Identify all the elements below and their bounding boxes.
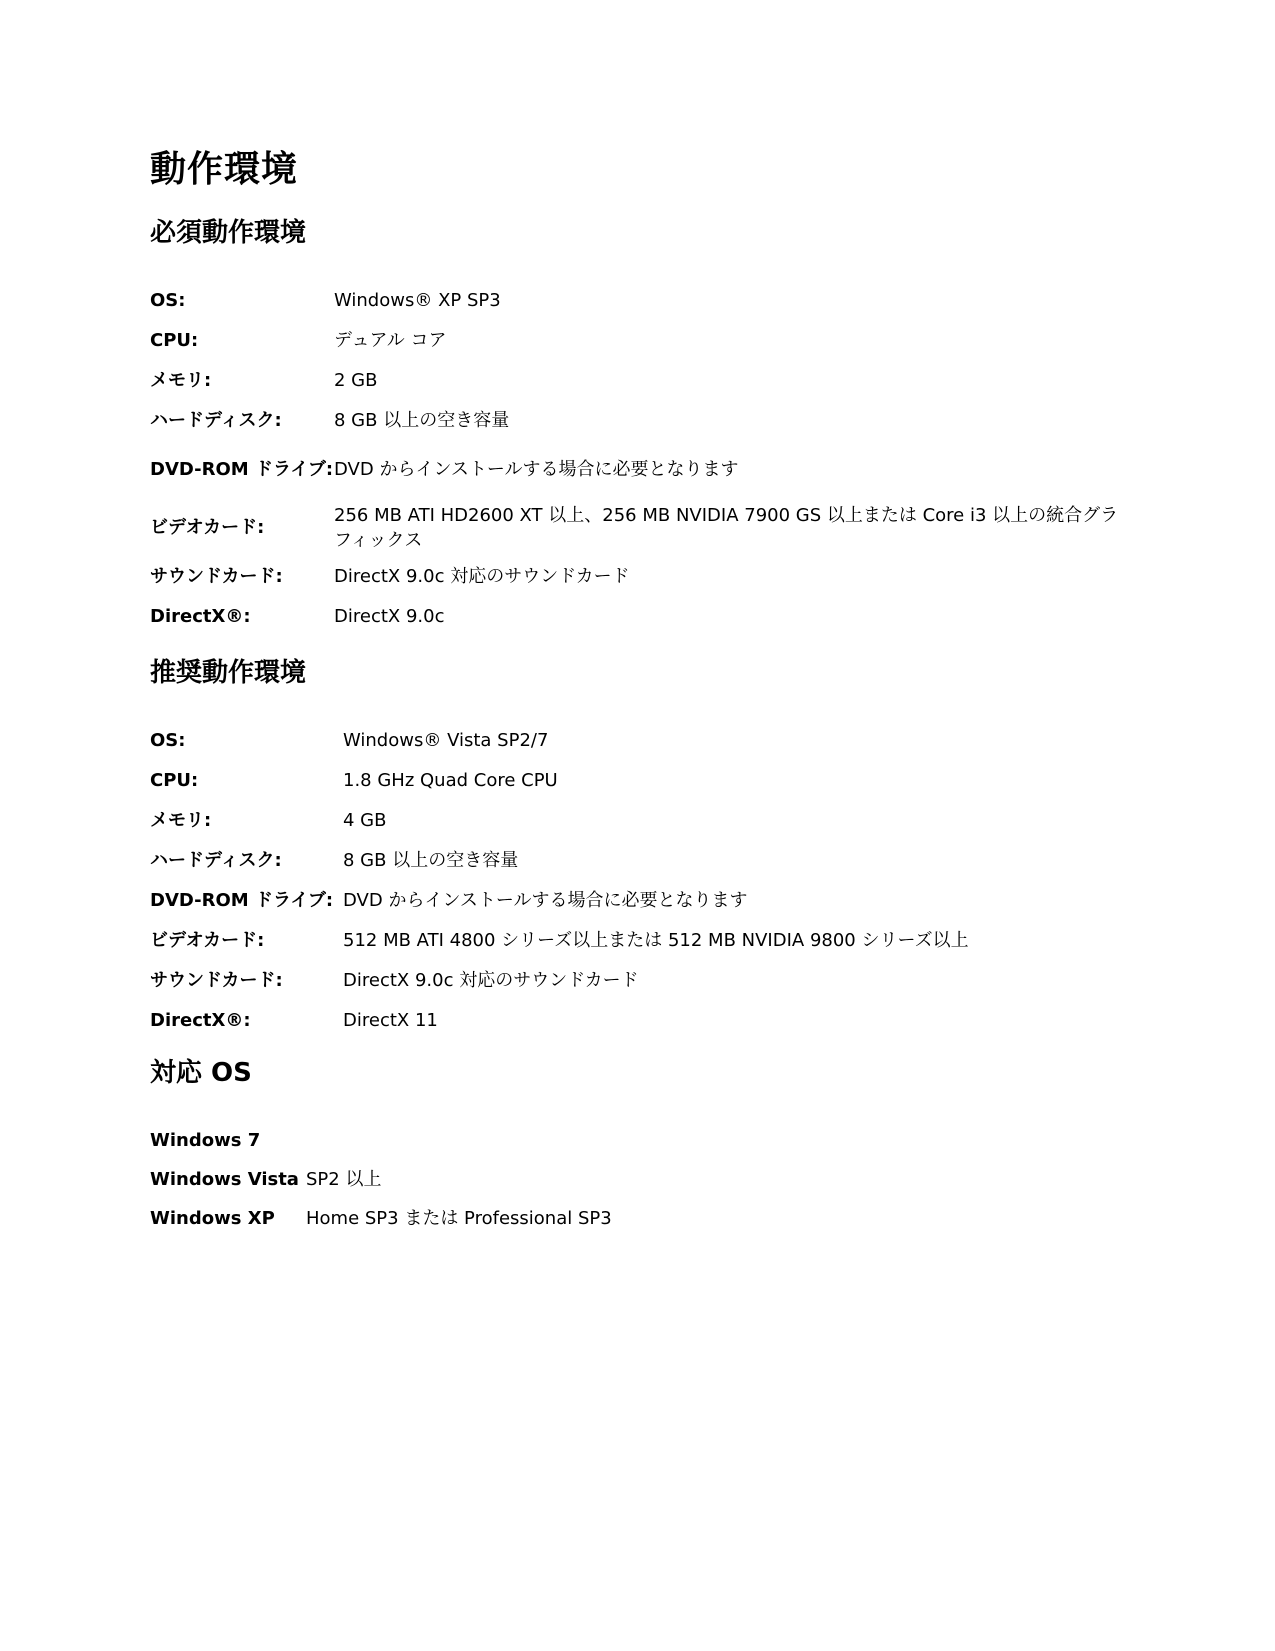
spec-value: DVD からインストールする場合に必要となります	[343, 890, 748, 912]
spec-value: 2 GB	[334, 370, 378, 392]
spec-label: DirectX®:	[150, 606, 251, 628]
spec-value: 8 GB 以上の空き容量	[343, 850, 519, 872]
spec-value: 8 GB 以上の空き容量	[334, 410, 510, 432]
required-row-dvd	[150, 441, 1134, 499]
os-value	[306, 1121, 806, 1160]
supported-os-heading: 対応 OS	[150, 1058, 252, 1088]
spec-value: 512 MB ATI 4800 シリーズ以上または 512 MB NVIDIA 9800 シリーズ以上	[343, 930, 969, 952]
spec-value: DirectX 9.0c 対応のサウンドカード	[343, 970, 639, 992]
os-value: SP2 以上	[306, 1168, 382, 1190]
spec-label: サウンドカード:	[150, 970, 283, 992]
required-row-os	[150, 281, 1134, 321]
required-row-sound	[150, 557, 1134, 597]
os-label: Windows Vista	[150, 1168, 299, 1190]
spec-label: ハードディスク:	[150, 410, 282, 432]
spec-label: ハードディスク:	[150, 850, 282, 872]
recommended-row-memory	[150, 801, 1143, 841]
os-label: Windows 7	[150, 1129, 261, 1151]
recommended-row-video	[150, 921, 1143, 961]
spec-value: DVD からインストールする場合に必要となります	[334, 459, 739, 481]
spec-value: DirectX 11	[343, 1010, 438, 1032]
spec-label: ビデオカード:	[150, 930, 265, 952]
spec-value: デュアル コア	[334, 330, 447, 352]
os-value: Home SP3 または Professional SP3	[306, 1207, 612, 1229]
spec-label: メモリ:	[150, 370, 212, 392]
recommended-row-cpu	[150, 761, 1143, 801]
spec-label: DVD-ROM ドライブ:	[150, 459, 334, 481]
spec-value: DirectX 9.0c 対応のサウンドカード	[334, 566, 630, 588]
required-row-cpu	[150, 321, 1134, 361]
spec-label: DirectX®:	[150, 1010, 251, 1032]
spec-value: DirectX 9.0c	[334, 606, 445, 628]
required-row-harddisk	[150, 401, 1134, 441]
required-row-video	[150, 499, 1134, 557]
spec-label: OS:	[150, 730, 186, 752]
page-title: 動作環境	[150, 149, 299, 190]
spec-label: CPU:	[150, 770, 199, 792]
recommended-heading: 推奨動作環境	[150, 658, 307, 688]
spec-value: Windows® XP SP3	[334, 290, 501, 312]
spec-label: DVD-ROM ドライブ:	[150, 890, 334, 912]
recommended-row-dvd	[150, 881, 1143, 921]
spec-label: CPU:	[150, 330, 199, 352]
spec-value: 256 MB ATI HD2600 XT 以上、256 MB NVIDIA 7900 GS 以上または Core i3 以上の統合グラフィックス	[334, 504, 1119, 551]
os-label: Windows XP	[150, 1207, 275, 1229]
required-heading: 必須動作環境	[150, 218, 307, 248]
os-row-windows-vista	[150, 1160, 806, 1199]
supported-os-table	[150, 1121, 806, 1238]
spec-label: OS:	[150, 290, 186, 312]
required-row-memory	[150, 361, 1134, 401]
recommended-row-os	[150, 721, 1143, 761]
os-row-windows7	[150, 1121, 806, 1160]
recommended-spec-table	[150, 721, 1143, 1041]
recommended-row-harddisk	[150, 841, 1143, 881]
required-row-directx	[150, 597, 1134, 637]
spec-label: サウンドカード:	[150, 566, 283, 588]
spec-label: ビデオカード:	[150, 517, 265, 539]
spec-value: 4 GB	[343, 810, 387, 832]
os-row-windows-xp	[150, 1199, 806, 1238]
spec-label: メモリ:	[150, 810, 212, 832]
recommended-row-directx	[150, 1001, 1143, 1041]
spec-value: Windows® Vista SP2/7	[343, 730, 549, 752]
spec-value: 1.8 GHz Quad Core CPU	[343, 770, 558, 792]
required-spec-table	[150, 281, 1134, 637]
recommended-row-sound	[150, 961, 1143, 1001]
